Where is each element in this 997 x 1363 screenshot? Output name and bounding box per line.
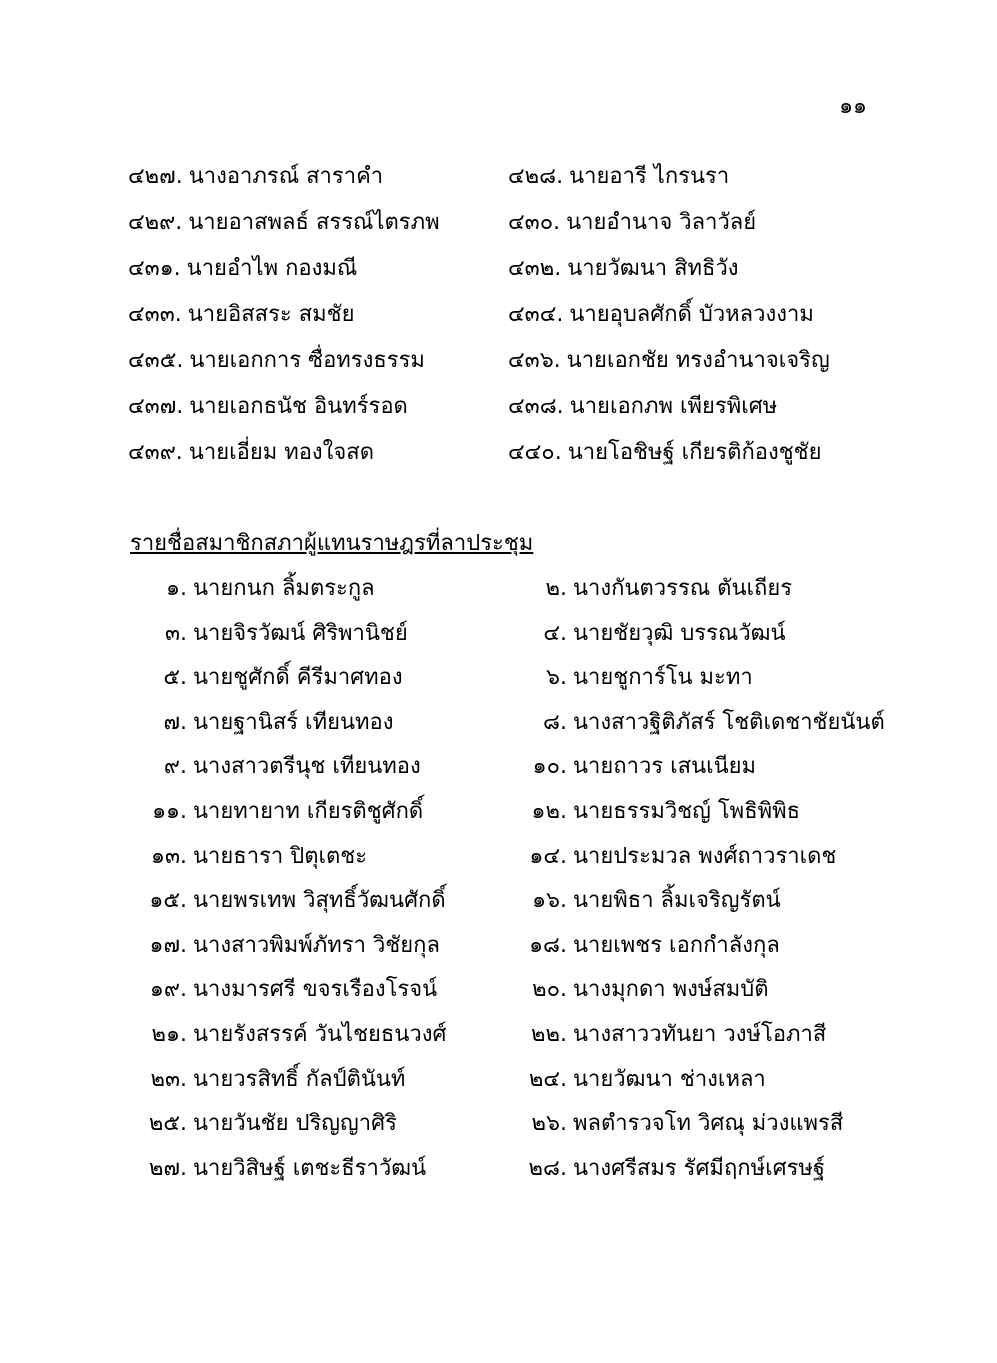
list-row xyxy=(145,882,885,927)
member-name: นางอาภรณ์ สาราคำ xyxy=(188,164,384,189)
member-entry xyxy=(145,971,525,1016)
entry-number: ๔๒๘. xyxy=(508,164,564,189)
entry-number: ๔๓๔. xyxy=(508,302,564,327)
member-entry xyxy=(145,615,525,660)
list-row xyxy=(128,296,868,342)
list-row xyxy=(145,704,885,749)
entry-number: ๑๗. xyxy=(149,932,187,958)
member-name: นายพรเทพ วิสุทธิ์วัฒนศักดิ์ xyxy=(193,888,446,914)
entry-number: ๔๓๑. xyxy=(128,256,181,281)
member-entry xyxy=(508,388,777,434)
member-name: นายทายาท เกียรติชูศักดิ์ xyxy=(193,798,424,824)
section-title-absent-members: รายชื่อสมาชิกสภาผู้แทนราษฎรที่ลาประชุม xyxy=(130,531,534,556)
member-name: นายกนก ลิ้มตระกูล xyxy=(193,576,375,601)
member-name: นายอิสสระ สมชัย xyxy=(187,302,355,327)
list-row xyxy=(145,927,885,972)
entry-number: ๑๑. xyxy=(152,798,187,824)
member-name: นายเอกชัย ทรงอำนาจเจริญ xyxy=(566,348,830,373)
page-number: ๑๑ xyxy=(839,94,867,119)
entry-number: ๒๓. xyxy=(150,1066,187,1092)
entry-number: ๔. xyxy=(543,620,567,646)
member-name: นายชูศักดิ์ คีรีมาศทอง xyxy=(193,665,403,691)
member-entry xyxy=(145,1016,525,1061)
member-entry xyxy=(525,615,786,660)
member-entry xyxy=(145,882,525,927)
member-name: นายถาวร เสนเนียม xyxy=(573,754,757,780)
member-name: นายชัยวุฒิ บรรณวัฒน์ xyxy=(573,620,786,646)
entry-number: ๒. xyxy=(545,576,567,601)
list-row xyxy=(128,158,868,204)
member-entry xyxy=(508,296,814,342)
list-row xyxy=(145,615,885,660)
member-name: นางมุกดา พงษ์สมบัติ xyxy=(573,977,769,1003)
member-name: นายโอชิษฐ์ เกียรติก้องชูชัย xyxy=(567,440,822,465)
entry-number: ๒๖. xyxy=(531,1111,567,1137)
member-entry xyxy=(525,1016,826,1061)
member-entry xyxy=(128,434,508,480)
member-name: นายวัฒนา สิทธิวัง xyxy=(567,256,739,281)
member-name: นายจิรวัฒน์ ศิริพานิชย์ xyxy=(193,620,408,646)
entry-number: ๑๔. xyxy=(529,843,567,869)
entry-number: ๔๒๙. xyxy=(128,210,183,235)
member-entry xyxy=(525,704,885,749)
list-row xyxy=(145,838,885,883)
member-entry xyxy=(145,704,525,749)
member-name: นายอุบลศักดิ์ บัวหลวงงาม xyxy=(569,302,814,327)
member-entry xyxy=(128,388,508,434)
entry-number: ๒๕. xyxy=(148,1111,187,1137)
member-entry xyxy=(508,158,729,204)
member-entry xyxy=(145,570,525,615)
list-row xyxy=(128,388,868,434)
member-entry xyxy=(145,838,525,883)
member-name: นายวิสิษฐ์ เตชะธีราวัฒน์ xyxy=(193,1155,427,1181)
entry-number: ๔๓๖. xyxy=(508,348,561,373)
entry-number: ๑. xyxy=(166,576,187,601)
member-entry xyxy=(145,748,525,793)
entry-number: ๔๓๐. xyxy=(508,210,561,235)
entry-number: ๓. xyxy=(164,620,187,646)
list-row xyxy=(128,434,868,480)
member-entry xyxy=(525,570,792,615)
member-entry xyxy=(145,659,525,704)
member-entry xyxy=(508,250,739,296)
member-entry xyxy=(128,296,508,342)
entry-number: ๑๓. xyxy=(151,843,187,869)
list-row xyxy=(145,1150,885,1195)
absent-member-list xyxy=(145,570,885,1194)
member-name: นายเอกการ ซื่อทรงธรรม xyxy=(189,348,425,373)
member-name: นายรังสรรค์ วันไชยธนวงศ์ xyxy=(193,1021,447,1047)
entry-number: ๔๓๕. xyxy=(128,348,184,373)
member-entry xyxy=(128,204,508,250)
member-name: นางสาวพิมพ์ภัทรา วิชัยกุล xyxy=(193,932,440,958)
member-entry xyxy=(508,204,756,250)
list-row xyxy=(145,1105,885,1150)
entry-number: ๑๒. xyxy=(531,798,567,824)
list-row xyxy=(145,570,885,615)
entry-number: ๔๓๗. xyxy=(128,394,184,419)
member-name: นางมารศรี ขจรเรืองโรจน์ xyxy=(193,977,438,1003)
member-name: นายวรสิทธิ์ กัลป์ตินันท์ xyxy=(193,1066,406,1092)
member-name: นายวันชัย ปริญญาศิริ xyxy=(193,1111,397,1137)
member-name: นายอำไพ กองมณี xyxy=(186,256,358,281)
entry-number: ๔๓๒. xyxy=(508,256,562,281)
entry-number: ๑๐. xyxy=(532,754,567,780)
member-name: นายอาสพลธ์ สรรณ์ไตรภพ xyxy=(188,210,440,235)
member-name: นายพิธา ลิ้มเจริญรัตน์ xyxy=(573,888,781,914)
member-entry xyxy=(525,1150,825,1195)
member-name: นายธารา ปิตุเตชะ xyxy=(193,843,368,869)
member-entry xyxy=(525,1061,766,1106)
entry-number: ๘. xyxy=(543,709,567,735)
list-row xyxy=(128,342,868,388)
member-entry xyxy=(145,1105,525,1150)
entry-number: ๑๕. xyxy=(149,888,187,914)
entry-number: ๔๓๙. xyxy=(128,440,183,465)
list-row xyxy=(128,250,868,296)
member-entry xyxy=(525,838,836,883)
entry-number: ๒๒. xyxy=(531,1021,567,1047)
entry-number: ๒๔. xyxy=(528,1066,567,1092)
member-entry xyxy=(508,342,830,388)
member-entry xyxy=(525,748,756,793)
list-row xyxy=(128,204,868,250)
member-name: นางสาววทันยา วงษ์โอภาสี xyxy=(573,1021,827,1047)
member-name: นายอำนาจ วิลาวัลย์ xyxy=(566,210,757,235)
entry-number: ๗. xyxy=(163,709,187,735)
list-row xyxy=(145,748,885,793)
member-name: นายอารี ไกรนรา xyxy=(569,164,730,189)
member-name: นายเอกภพ เพียรพิเศษ xyxy=(569,394,778,419)
member-name: นางสาวฐิติภัสร์ โชติเดชาชัยนันต์ xyxy=(573,709,885,735)
member-entry xyxy=(145,1061,525,1106)
member-entry xyxy=(145,927,525,972)
member-name: พลตำรวจโท วิศณุ ม่วงแพรสี xyxy=(573,1111,844,1137)
list-row xyxy=(145,659,885,704)
entry-number: ๒๘. xyxy=(528,1155,567,1181)
entry-number: ๔๓๘. xyxy=(508,394,564,419)
member-name: นายวัฒนา ช่างเหลา xyxy=(573,1066,766,1092)
entry-number: ๔๓๓. xyxy=(128,302,182,327)
entry-number: ๒๗. xyxy=(148,1155,187,1181)
entry-number: ๒๑. xyxy=(151,1021,187,1047)
entry-number: ๔๔๐. xyxy=(508,440,562,465)
member-name: นายเอกธนัช อินทร์รอด xyxy=(189,394,408,419)
member-entry xyxy=(145,1150,525,1195)
member-entry xyxy=(128,342,508,388)
list-row xyxy=(145,971,885,1016)
entry-number: ๑๘. xyxy=(529,932,567,958)
entry-number: ๑๖. xyxy=(532,888,567,914)
member-name: นายธรรมวิชญ์ โพธิพิพิธ xyxy=(573,798,801,824)
member-name: นางสาวตรีนุช เทียนทอง xyxy=(193,754,421,780)
member-entry xyxy=(525,659,753,704)
member-entry xyxy=(508,434,821,480)
list-row xyxy=(145,1016,885,1061)
member-entry xyxy=(525,793,800,838)
list-row xyxy=(145,1061,885,1106)
entry-number: ๕. xyxy=(163,665,187,691)
member-name: นายฐานิสร์ เทียนทอง xyxy=(193,709,394,735)
member-name: นายเพชร เอกกำลังกุล xyxy=(573,932,780,958)
member-entry xyxy=(525,1105,843,1150)
member-entry xyxy=(145,793,525,838)
member-entry xyxy=(128,158,508,204)
member-list-continued xyxy=(128,158,868,480)
member-entry xyxy=(128,250,508,296)
list-row xyxy=(145,793,885,838)
member-entry xyxy=(525,882,781,927)
entry-number: ๒๐. xyxy=(532,977,567,1003)
member-entry xyxy=(525,927,780,972)
entry-number: ๖. xyxy=(546,665,567,691)
member-name: นายชูการ์โน มะทา xyxy=(573,665,753,691)
member-name: นางศรีสมร รัศมีฤกษ์เศรษฐ์ xyxy=(573,1155,826,1181)
member-name: นายเอี่ยม ทองใจสด xyxy=(188,440,375,465)
member-name: นางกันตวรรณ ตันเถียร xyxy=(573,576,793,601)
member-entry xyxy=(525,971,769,1016)
entry-number: ๑๙. xyxy=(149,977,187,1003)
entry-number: ๔๒๗. xyxy=(128,164,183,189)
member-name: นายประมวล พงศ์ถาวราเดช xyxy=(573,843,837,869)
entry-number: ๙. xyxy=(163,754,187,780)
